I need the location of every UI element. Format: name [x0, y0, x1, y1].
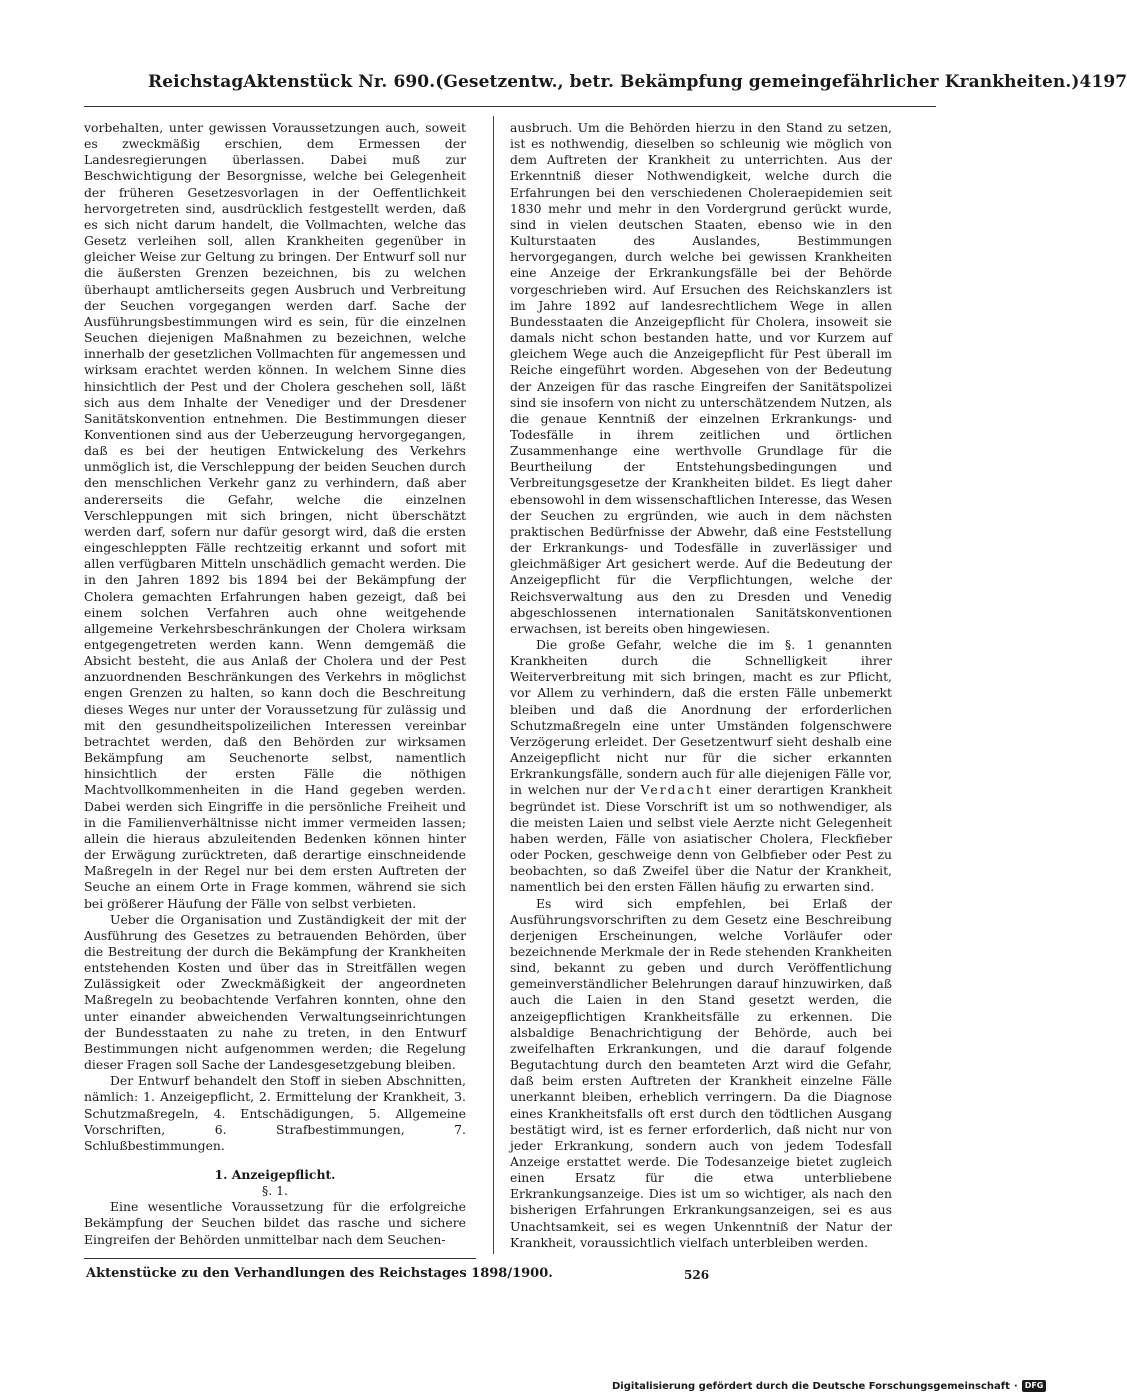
- left-paragraph-4: Eine wesentliche Voraussetzung für die erfolgreiche Bekämpfung der Seuchen bildet das rasche und sichere Eingreifen der Behörden unmittelbar nach dem Seuchen-: [84, 1199, 466, 1247]
- left-column: [84, 120, 466, 1248]
- left-paragraph-3: Der Entwurf behandelt den Stoff in sieben Abschnitten, nämlich: 1. Anzeigepflicht, 2. Ermittelung der Krankheit, 3. Schutzmaßregeln, 4. Entschädigungen, 5. Allgemeine Vorschriften, 6. Strafbestimmungen, 7. Schlußbestimmungen.: [84, 1073, 466, 1153]
- dfg-logo-icon: DFG: [1022, 1380, 1047, 1392]
- header-rule: [84, 106, 936, 107]
- header-page-number: 4197: [1079, 72, 1127, 92]
- header-left: Reichstag: [148, 72, 244, 92]
- footer-rule: [84, 1258, 476, 1259]
- right-paragraph-3: Es wird sich empfehlen, bei Erlaß der Ausführungsvorschriften zu dem Gesetz eine Beschreibung derjenigen Erscheinungen, welche Vorläufer oder bezeichnende Merkmale der in Rede stehenden Krankheiten sind, bekannt zu geben und durch Veröffentlichung gemeinverständlicher Belehrungen darauf hinzuwirken, daß auch die Laien in den Stand gesetzt werden, die anzeigepflichtigen Krankheitsfälle zu erkennen. Die alsbaldige Benachrichtigung der Behörde, auch bei zweifelhaften Erkrankungen, und die darauf folgende Begutachtung durch den beamteten Arzt wird die Gefahr, daß beim ersten Auftreten der Krankheit einzelne Fälle unerkannt bleiben, erheblich verringern. Da die Diagnose eines Krankheitsfalls oft erst durch den tödtlichen Ausgang bestätigt wird, ist es ferner erforderlich, daß nicht nur von jeder Erkrankung, sondern auch von jedem Todesfall Anzeige erstattet werde. Die Todesanzeige bietet zugleich einen Ersatz für die etwa unterbliebene Erkrankungsanzeige. Dies ist um so wichtiger, als nach den bisherigen Erfahrungen Erkrankungsanzeigen, sei es aus Unachtsamkeit, sei es wegen Unkenntniß der Natur der Krankheit, voraussichtlich vielfach unterbleiben werden.: [510, 895, 892, 1250]
- right-paragraph-2-start: Die große Gefahr, welche die im §. 1 genannten Krankheiten durch die Schnelligkeit ihrer Weiterverbreitung mit sich bringen, macht es zur Pflicht, vor Allem zu verhindern, daß die ersten Fälle unbemerkt bleiben und daß die Anordnung der erforderlichen Schutzmaßregeln eine unter Umständen folgenschwere Verzögerung erleidet. Der Gesetzentwurf sieht deshalb eine Anzeigepflicht nicht nur für die sicher erkannten Erkrankungsfälle, sondern auch für alle diejenigen Fälle vor, in welchen nur der: [510, 637, 892, 798]
- digitization-text: Digitalisierung gefördert durch die Deutsche Forschungsgemeinschaft: [612, 1380, 1010, 1392]
- header-title: (Gesetzentw., betr. Bekämpfung gemeingefährlicher Krankheiten.): [435, 72, 1080, 92]
- right-paragraph-1: ausbruch. Um die Behörden hierzu in den Stand zu setzen, ist es nothwendig, dieselben so schleunig wie möglich von dem Auftreten der Krankheit zu unterrichten. Aus der Erkenntniß dieser Nothwendigkeit, welche durch die Erfahrungen bei den verschiedenen Choleraepidemien seit 1830 mehr und mehr in den Vordergrund gerückt wurde, sind in vielen deutschen Staaten, ebenso wie in den Kulturstaaten des Auslandes, Bestimmungen hervorgegangen, durch welche bei gewissen Krankheiten eine Anzeige der Erkrankungsfälle bei der Behörde vorgeschrieben wird. Auf Ersuchen des Reichskanzlers ist im Jahre 1892 auf landesrechtlichem Wege in allen Bundesstaaten die Anzeigepflicht für Cholera, insoweit sie damals nicht schon bestanden hatte, und vor Kurzem auf gleichem Wege auch die Anzeigepflicht für Pest überall im Reiche eingeführt worden. Abgesehen von der Bedeutung der Anzeigen für das rasche Eingreifen der Sanitätspolizei sind sie insofern von nicht zu unterschätzendem Nutzen, als die genaue Kenntniß der einzelnen Erkrankungs- und Todesfälle in ihrem zeitlichen und örtlichen Zusammenhange eine werthvolle Grundlage für die Beurtheilung der Entstehungsbedingungen und Verbreitungsgesetze der Krankheiten bildet. Es liegt daher ebensowohl in dem wissenschaftlichen Interesse, das Wesen der Seuchen zu ergründen, wie auch in dem nächsten praktischen Bedürfnisse der Abwehr, daß eine Feststellung der Erkrankungs- und Todesfälle in zuverlässiger und gleichmäßiger Art gesichert werde. Auf die Bedeutung der Anzeigepflicht für die Verpflichtungen, welche der Reichsverwaltung aus den zu Dresden und Venedig abgeschlossenen internationalen Sanitätskonventionen erwachsen, ist bereits oben hingewiesen.: [510, 120, 892, 636]
- right-column: [510, 120, 892, 1251]
- right-paragraph-2: [510, 637, 892, 896]
- footer-series-title: Aktenstücke zu den Verhandlungen des Reichstages 1898/1900.: [86, 1266, 553, 1281]
- footer-page-code: 526: [684, 1268, 710, 1282]
- separator-dot: ·: [1013, 1380, 1018, 1392]
- section-heading: 1. Anzeigepflicht.: [214, 1167, 336, 1182]
- section-number: §. 1.: [262, 1183, 288, 1199]
- header-center: Aktenstück Nr. 690.: [243, 72, 436, 92]
- left-paragraph-1: vorbehalten, unter gewissen Voraussetzungen auch, soweit es zweckmäßig erschien, dem Ermessen der Landesregierungen überlassen. Dabei muß zur Beschwichtigung der Besorgnisse, welche bei Gelegenheit der früheren Gesetzesvorlagen in der Oeffentlichkeit hervorgetreten sind, ausdrücklich festgestellt werden, daß es sich nicht darum handelt, die Vollmachten, welche das Gesetz verleihen soll, allen Krankheiten gegenüber in gleicher Weise zur Geltung zu bringen. Der Entwurf soll nur die äußersten Grenzen bezeichnen, bis zu welchen überhaupt amtlicherseits gegen Ausbruch und Verbreitung der Seuchen vorgegangen werden darf. Sache der Ausführungsbestimmungen wird es sein, für die einzelnen Seuchen diejenigen Maßnahmen zu bezeichnen, welche innerhalb der gesetzlichen Vollmachten für angemessen und wirksam erachtet werden können. In welchem Sinne dies hinsichtlich der Pest und der Cholera geschehen soll, läßt sich aus dem Inhalte der Venediger und der Dresdener Sanitätskonvention entnehmen. Die Bestimmungen dieser Konventionen sind aus der Ueberzeugung hervorgegangen, daß es bei der heutigen Entwickelung des Verkehrs unmöglich ist, die Verschleppung der beiden Seuchen durch den menschlichen Verkehr ganz zu verhindern, daß aber andererseits die Gefahr, welche die einzelnen Verschleppungen mit sich bringen, nicht überschätzt werden darf, sofern nur dafür gesorgt wird, daß die ersten eingeschleppten Fälle rechtzeitig erkannt und sofort mit allen verfügbaren Mitteln unschädlich gemacht werden. Die in den Jahren 1892 bis 1894 bei der Bekämpfung der Cholera gemachten Erfahrungen haben gezeigt, daß bei einem solchen Verfahren auch ohne weitgehende allgemeine Verkehrsbeschränkungen der Cholera wirksam entgegengetreten werden kann. Wenn demgemäß die Absicht besteht, die aus Anlaß der Cholera und der Pest anzuordnenden Beschränkungen des Verkehrs in möglichst engen Grenzen zu halten, so kann doch die Beschreitung dieses Weges nur unter der Voraussetzung für zulässig und mit den gesundheitspolizeilichen Interessen vereinbar betrachtet werden, daß den Behörden zur wirksamen Bekämpfung am Seuchenorte selbst, namentlich hinsichtlich der ersten Fälle die nöthigen Machtvollkommenheiten in die Hand gegeben werden. Dabei werden sich Eingriffe in die persönliche Freiheit und in die Familienverhältnisse nicht immer vermeiden lassen; allein die hieraus abzuleitenden Bedenken können hinter der Erwägung zurücktreten, daß derartige einschneidende Maßregeln in der Regel nur bei dem ersten Auftreten der Seuche an einem Orte in Frage kommen, während sie sich bei größerer Häufung der Fälle von selbst verbieten.: [84, 120, 466, 911]
- left-paragraph-2: Ueber die Organisation und Zuständigkeit der mit der Ausführung des Gesetzes zu betrauenden Behörden, über die Bestreitung der durch die Bekämpfung der Krankheiten entstehenden Kosten und über das in Streitfällen wegen Zulässigkeit oder Zweckmäßigkeit der angeordneten Maßregeln zu beobachtende Verfahren konnten, ohne den unter einander abweichenden Verwaltungseinrichtungen der Bundesstaaten zu nahe zu treten, in den Entwurf Bestimmungen nicht aufgenommen werden; die Regelung dieser Fragen soll Sache der Landesgesetzgebung bleiben.: [84, 911, 466, 1073]
- emphasized-word: Verdacht: [640, 782, 713, 798]
- column-divider: [493, 116, 494, 1254]
- right-paragraph-2-end: einer derartigen Krankheit begründet ist. Diese Vorschrift ist um so nothwendiger, als die meisten Laien und selbst viele Aerzte nicht Gelegenheit haben werden, Fälle von asiatischer Cholera, Fleckfieber oder Pocken, geschweige denn von Gelbfieber oder Pest zu beobachten, so daß Zweifel über die Natur der Krankheit, namentlich bei den ersten Fällen häufig zu erwarten sind.: [510, 782, 892, 895]
- digitization-credit: [612, 1380, 1046, 1392]
- running-header: [148, 72, 1127, 102]
